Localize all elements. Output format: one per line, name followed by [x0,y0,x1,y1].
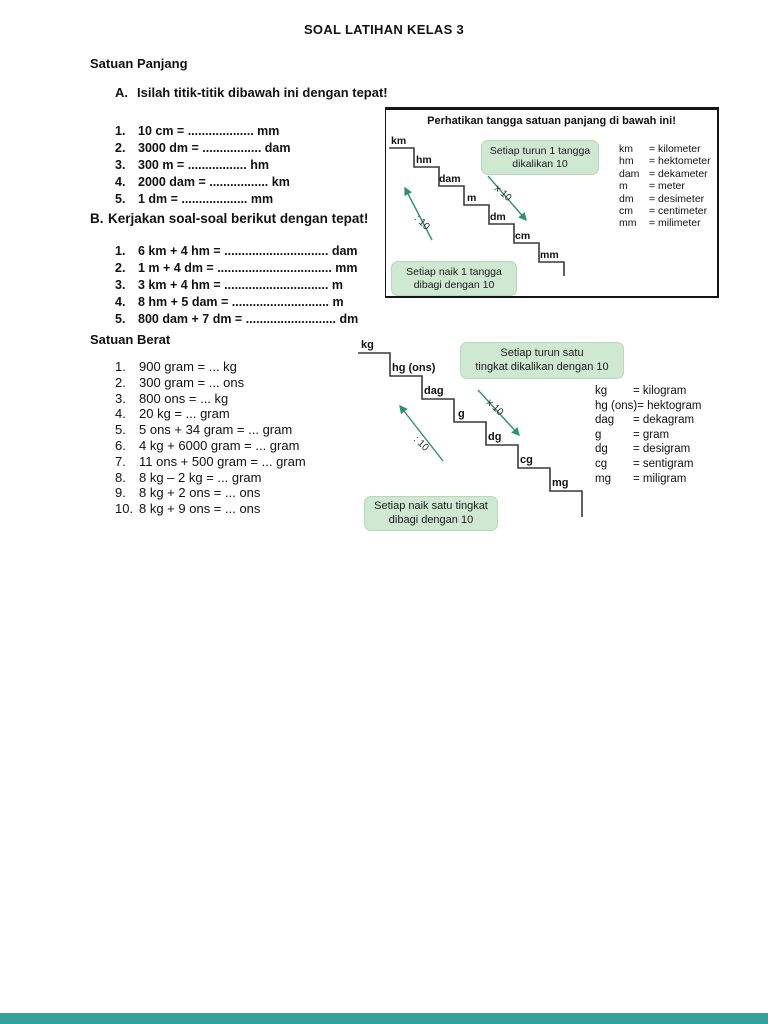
item-text: 800 dam + 7 dm = .......................... dm [138,312,359,326]
weight-ladder [355,333,727,535]
item-number: 1. [115,244,126,258]
item-number: 2. [115,261,126,275]
item-number: 4. [115,406,126,422]
item-text: 5 ons + 34 gram = ... gram [139,422,293,438]
list-item [115,294,358,311]
legend-row [595,413,701,428]
legend-unit: kg [595,385,608,397]
list-item [115,243,358,260]
item-text: 8 kg + 2 ons = ... ons [139,485,261,501]
length-ladder-box [385,107,719,298]
list-item [115,422,306,438]
item-number: 4. [115,295,126,309]
legend-meaning: = desigram [633,443,691,456]
list-satuan-berat [115,359,306,517]
list-item [115,438,306,454]
item-text: 2000 dam = ................. km [138,175,290,189]
heading-satuan-berat: Satuan Berat [90,332,171,347]
legend-row [619,217,711,229]
legend-unit: dam [619,167,640,180]
item-number: 2. [115,141,126,155]
list-item [115,174,291,191]
section-b-label: B. [90,211,104,226]
section-a-label: A. [115,85,128,100]
legend-row [595,442,701,457]
legend-unit: g [595,428,602,441]
item-number: 1. [115,359,126,374]
step-label-dg: dg [488,431,502,443]
list-item [115,501,306,517]
list-section-a [115,123,291,208]
legend-unit: dag [595,414,615,427]
list-item [115,140,291,157]
legend-meaning: = miligram [633,472,687,485]
item-text: 10 cm = ................... mm [138,124,280,138]
legend-meaning: = sentigram [633,457,694,470]
legend-meaning: = desimeter [649,192,705,205]
item-text: 8 kg + 9 ons = ... ons [139,501,261,517]
legend-row [619,193,711,205]
step-label-hg: hg (ons) [392,362,436,374]
item-text: 4 kg + 6000 gram = ... gram [139,437,300,453]
note-line: dibagi dengan 10 [388,513,474,526]
step-label-kg: kg [361,339,374,351]
doc-title: SOAL LATIHAN KELAS 3 [303,22,465,37]
legend-meaning: = dekagram [633,414,695,427]
step-label-mg: mg [552,477,569,489]
step-label-cm: cm [515,230,531,242]
legend-meaning: = milimeter [649,217,701,230]
legend-unit: km [619,143,633,155]
list-item [115,406,306,422]
section-a-title: Isilah titik-titik dibawah ini dengan tepat! [137,85,388,100]
heading-satuan-panjang: Satuan Panjang [90,56,188,71]
note-multiply [460,342,624,379]
section-b-heading [90,211,368,226]
divide-arrow-label: : 10 [410,434,431,454]
legend-row [619,143,711,155]
list-item [115,359,306,375]
legend-meaning: = meter [649,180,685,193]
legend-unit: hm [619,155,634,168]
list-item [115,311,358,328]
item-number: 3. [115,158,126,172]
note-line: Setiap turun satu [500,347,584,359]
legend-unit: mg [595,472,611,485]
divide-arrow [400,406,443,461]
item-number: 10. [115,501,134,517]
item-number: 2. [115,374,126,390]
list-item [115,470,306,486]
legend-row [595,399,701,414]
step-label-g: g [458,408,465,420]
step-label-dam: dam [439,173,461,185]
multiply-arrow-label: x 10 [483,397,506,419]
step-label-dm: dm [490,211,506,223]
legend-unit: m [619,180,628,193]
item-text: 300 m = ................. hm [138,158,269,172]
legend-row [619,180,711,192]
note-line: tingkat dikalikan dengan 10 [475,360,609,373]
item-number: 8. [115,469,126,485]
item-text: 3000 dm = ................. dam [138,141,291,155]
list-section-b [115,243,358,328]
legend-meaning: = hektometer [649,155,711,168]
legend-meaning: = centimeter [649,205,708,218]
item-text: 8 hm + 5 dam = ............................ m [138,295,344,309]
legend-row [619,205,711,217]
legend-row [619,168,711,180]
item-number: 1. [115,124,126,138]
step-label-cg: cg [520,454,533,466]
legend-unit: hg (ons) [595,399,638,412]
item-text: 3 km + 4 hm = .............................. m [138,278,343,292]
item-number: 5. [115,192,126,206]
note-line: Setiap turun 1 tangga [489,145,591,157]
note-line: dikalikan 10 [512,157,568,170]
legend-unit: cm [619,205,633,218]
item-text: 900 gram = ... kg [139,359,237,374]
section-b-title: Kerjakan soal-soal berikut dengan tepat! [108,211,369,226]
item-number: 3. [115,278,126,292]
item-text: 1 m + 4 dm = ................................. mm [138,261,358,275]
note-multiply [481,140,599,175]
step-label-hm: hm [416,154,432,166]
item-number: 9. [115,485,126,501]
ladder-title: Perhatikan tangga satuan panjang di bawah ini! [427,115,676,127]
legend-unit: cg [595,457,608,470]
weight-units-legend [595,384,701,486]
multiply-arrow-label: x 10 [491,183,514,204]
item-number: 5. [115,312,126,326]
footer-accent-bar [0,1013,768,1024]
legend-unit: dm [619,192,634,205]
legend-row [619,155,711,167]
step-label-mm: mm [540,249,559,261]
list-item [115,485,306,501]
divide-arrow-label: : 10 [411,213,432,233]
note-line: Setiap naik satu tingkat [374,500,488,512]
legend-row [595,457,701,472]
item-number: 6. [115,437,126,453]
note-divide [364,496,498,531]
item-text: 11 ons + 500 gram = ... gram [139,453,306,469]
legend-meaning: = gram [633,428,670,441]
legend-row [595,384,701,399]
note-line: Setiap naik 1 tangga [406,266,502,278]
list-item [115,277,358,294]
step-label-dag: dag [424,385,444,397]
list-item [115,260,358,277]
step-label-km: km [391,135,407,147]
list-item [115,191,291,208]
legend-meaning: = hektogram [637,399,702,412]
legend-row [595,472,701,487]
list-item [115,375,306,391]
note-line: dibagi dengan 10 [413,278,495,291]
item-number: 5. [115,422,126,438]
item-text: 6 km + 4 hm = .............................. dam [138,244,358,258]
legend-meaning: = kilometer [649,143,701,155]
legend-meaning: = kilogram [633,385,687,397]
legend-unit: dg [595,443,608,456]
note-divide [391,261,517,296]
item-number: 7. [115,453,126,469]
item-text: 8 kg – 2 kg = ... gram [139,469,262,485]
item-text: 1 dm = ................... mm [138,192,274,206]
list-item [115,123,291,140]
length-units-legend [619,143,711,230]
item-text: 300 gram = ... ons [139,374,245,390]
list-item [115,157,291,174]
legend-row [595,428,701,443]
item-number: 3. [115,390,126,406]
legend-unit: mm [619,217,637,230]
item-text: 20 kg = ... gram [139,406,230,422]
step-label-m: m [467,192,477,204]
legend-meaning: = dekameter [649,167,708,180]
list-item [115,391,306,407]
list-item [115,454,306,470]
section-a-heading [115,85,388,100]
item-number: 4. [115,175,126,189]
item-text: 800 ons = ... kg [139,390,229,406]
